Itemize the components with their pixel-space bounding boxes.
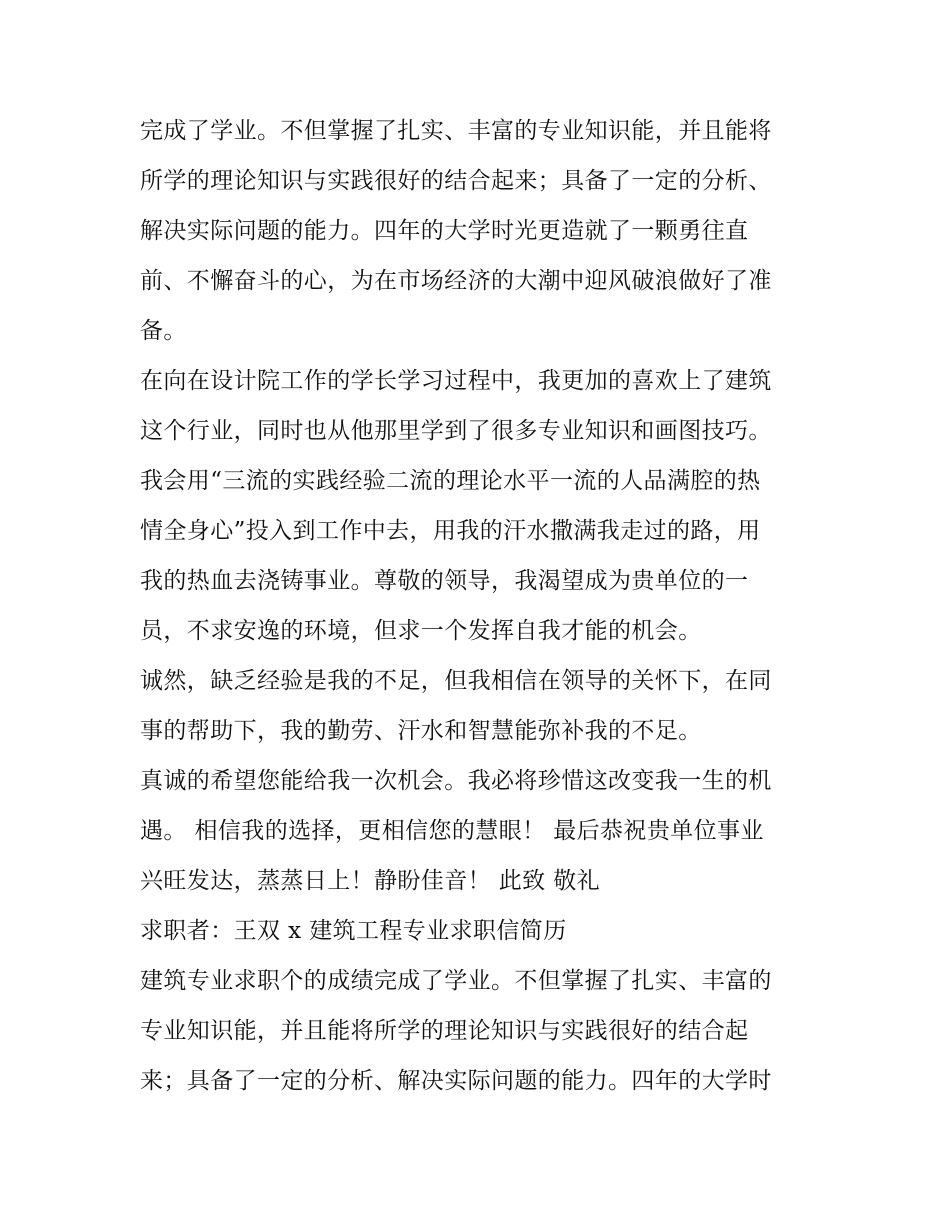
- text-line: 真诚的希望您能给我一次机会。我必将珍惜这改变我一生的机: [140, 768, 772, 794]
- text-line: 诚然，缺乏经验是我的不足，但我相信在领导的关怀下，在同: [140, 668, 772, 694]
- text-line: 遇。 相信我的选择，更相信您的慧眼！ 最后恭祝贵单位事业: [140, 818, 764, 844]
- text-line: 解决实际问题的能力。四年的大学时光更造就了一颗勇往直: [140, 218, 749, 244]
- text-line: 完成了学业。不但掌握了扎实、丰富的专业知识能，并且能将: [140, 118, 772, 144]
- text-line: 专业知识能，并且能将所学的理论知识与实践很好的结合起: [140, 1018, 749, 1044]
- text-line: 备。: [140, 318, 187, 344]
- text-line: 兴旺发达，蒸蒸日上！静盼佳音！ 此致 敬礼: [140, 868, 601, 894]
- signature-line: 求职者：王双 x 建筑工程专业求职信简历: [140, 918, 567, 944]
- letter-body: [140, 106, 820, 1106]
- text-line: 这个行业，同时也从他那里学到了很多专业知识和画图技巧。: [140, 418, 772, 444]
- text-line: 来；具备了一定的分析、解决实际问题的能力。四年的大学时: [140, 1068, 772, 1094]
- text-line: 前、不懈奋斗的心，为在市场经济的大潮中迎风破浪做好了准: [140, 268, 772, 294]
- text-line: 情全身心”投入到工作中去，用我的汗水撒满我走过的路，用: [140, 518, 761, 544]
- text-line: 我会用“三流的实践经验二流的理论水平一流的人品满腔的热: [140, 468, 761, 494]
- text-line: 在向在设计院工作的学长学习过程中，我更加的喜欢上了建筑: [140, 368, 772, 394]
- text-line: 员，不求安逸的环境，但求一个发挥自我才能的机会。: [140, 618, 702, 644]
- text-line: 建筑专业求职个的成绩完成了学业。不但掌握了扎实、丰富的: [140, 968, 772, 994]
- text-line: 所学的理论知识与实践很好的结合起来；具备了一定的分析、: [140, 168, 772, 194]
- text-line: 我的热血去浇铸事业。尊敬的领导，我渴望成为贵单位的一: [140, 568, 749, 594]
- text-line: 事的帮助下，我的勤劳、汗水和智慧能弥补我的不足。: [140, 718, 702, 744]
